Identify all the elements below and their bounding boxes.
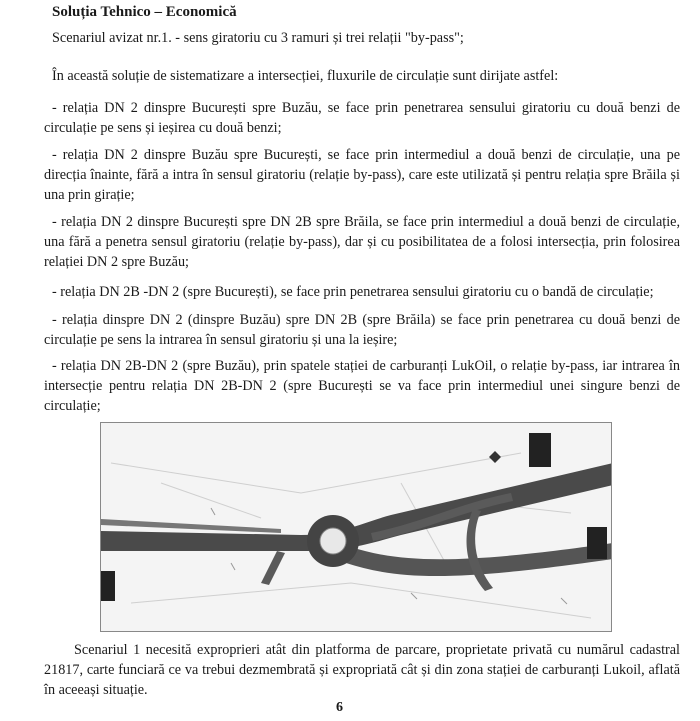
relation-item-3: - relația DN 2 dinspre București spre DN 2B spre Brăila, se face prin intermediul a două benzi de circulație, una fără a penetra sensul giratoriu (relație by-pass), dar și cu posibilitatea de a folosi intersecția, prin folosirea relației DN 2 spre Buzău; — [44, 214, 680, 270]
intersection-plan-svg — [101, 423, 612, 632]
legend-box-3 — [101, 571, 115, 601]
section-heading: Soluția Tehnico – Economică — [52, 4, 237, 20]
road-edge — [101, 519, 281, 533]
side-road — [261, 551, 285, 585]
relation-item-5: - relația dinspre DN 2 (dinspre Buzău) spre DN 2B (spre Brăila) se face prin penetrarea cu două benzi de circulație pe sens la intrarea în sensul giratoriu și una la ieșire; — [44, 312, 680, 348]
roundabout-island — [320, 528, 346, 554]
relation-item-2: - relația DN 2 dinspre Buzău spre București, se face prin intermediul a două benzi de circulație, una pe direcția înainte, fără a intra în sensul giratoriu (relație by-pass), care este utilizată și pentru relația spre Brăila și una prin girație; — [44, 147, 680, 203]
intersection-plan-drawing — [100, 422, 612, 632]
bypass-ramp — [467, 509, 493, 591]
page-number: 6 — [336, 700, 343, 715]
relation-item-1: - relația DN 2 dinspre București spre Buzău, se face prin penetrarea sensului giratoriu cu două benzi de circulație pe sens și ieșirea cu două benzi; — [44, 100, 680, 136]
scenario-intro: Scenariul avizat nr.1. - sens giratoriu cu 3 ramuri și trei relații "by-pass"; — [52, 30, 464, 46]
north-arrow-icon — [489, 451, 501, 463]
scenario-caption: Scenariul 1 necesită exproprieri atât din platforma de parcare, proprietate privată cu numărul cadastral 21817, carte funciară ce va trebui dezmembrată și expropriată cât și din zona stației de carburanți Lukoil, aflată în aceeași situație. — [44, 642, 680, 698]
relation-item-6: - relația DN 2B-DN 2 (spre Buzău), prin spatele stației de carburanți LukOil, o relație by-pass, iar intrarea în intersecție pentru relația DN 2B-DN 2 (spre București se va face prin intermediul unei singure benzi de circulație; — [44, 358, 680, 414]
legend-box-2 — [587, 527, 607, 559]
relation-item-4: - relația DN 2B -DN 2 (spre București), se face prin penetrarea sensului giratoriu cu o bandă de circulație; — [52, 284, 654, 300]
legend-box-1 — [529, 433, 551, 467]
solution-intro: În această soluție de sistematizare a intersecției, fluxurile de circulație sunt dirijate astfel: — [52, 68, 559, 84]
